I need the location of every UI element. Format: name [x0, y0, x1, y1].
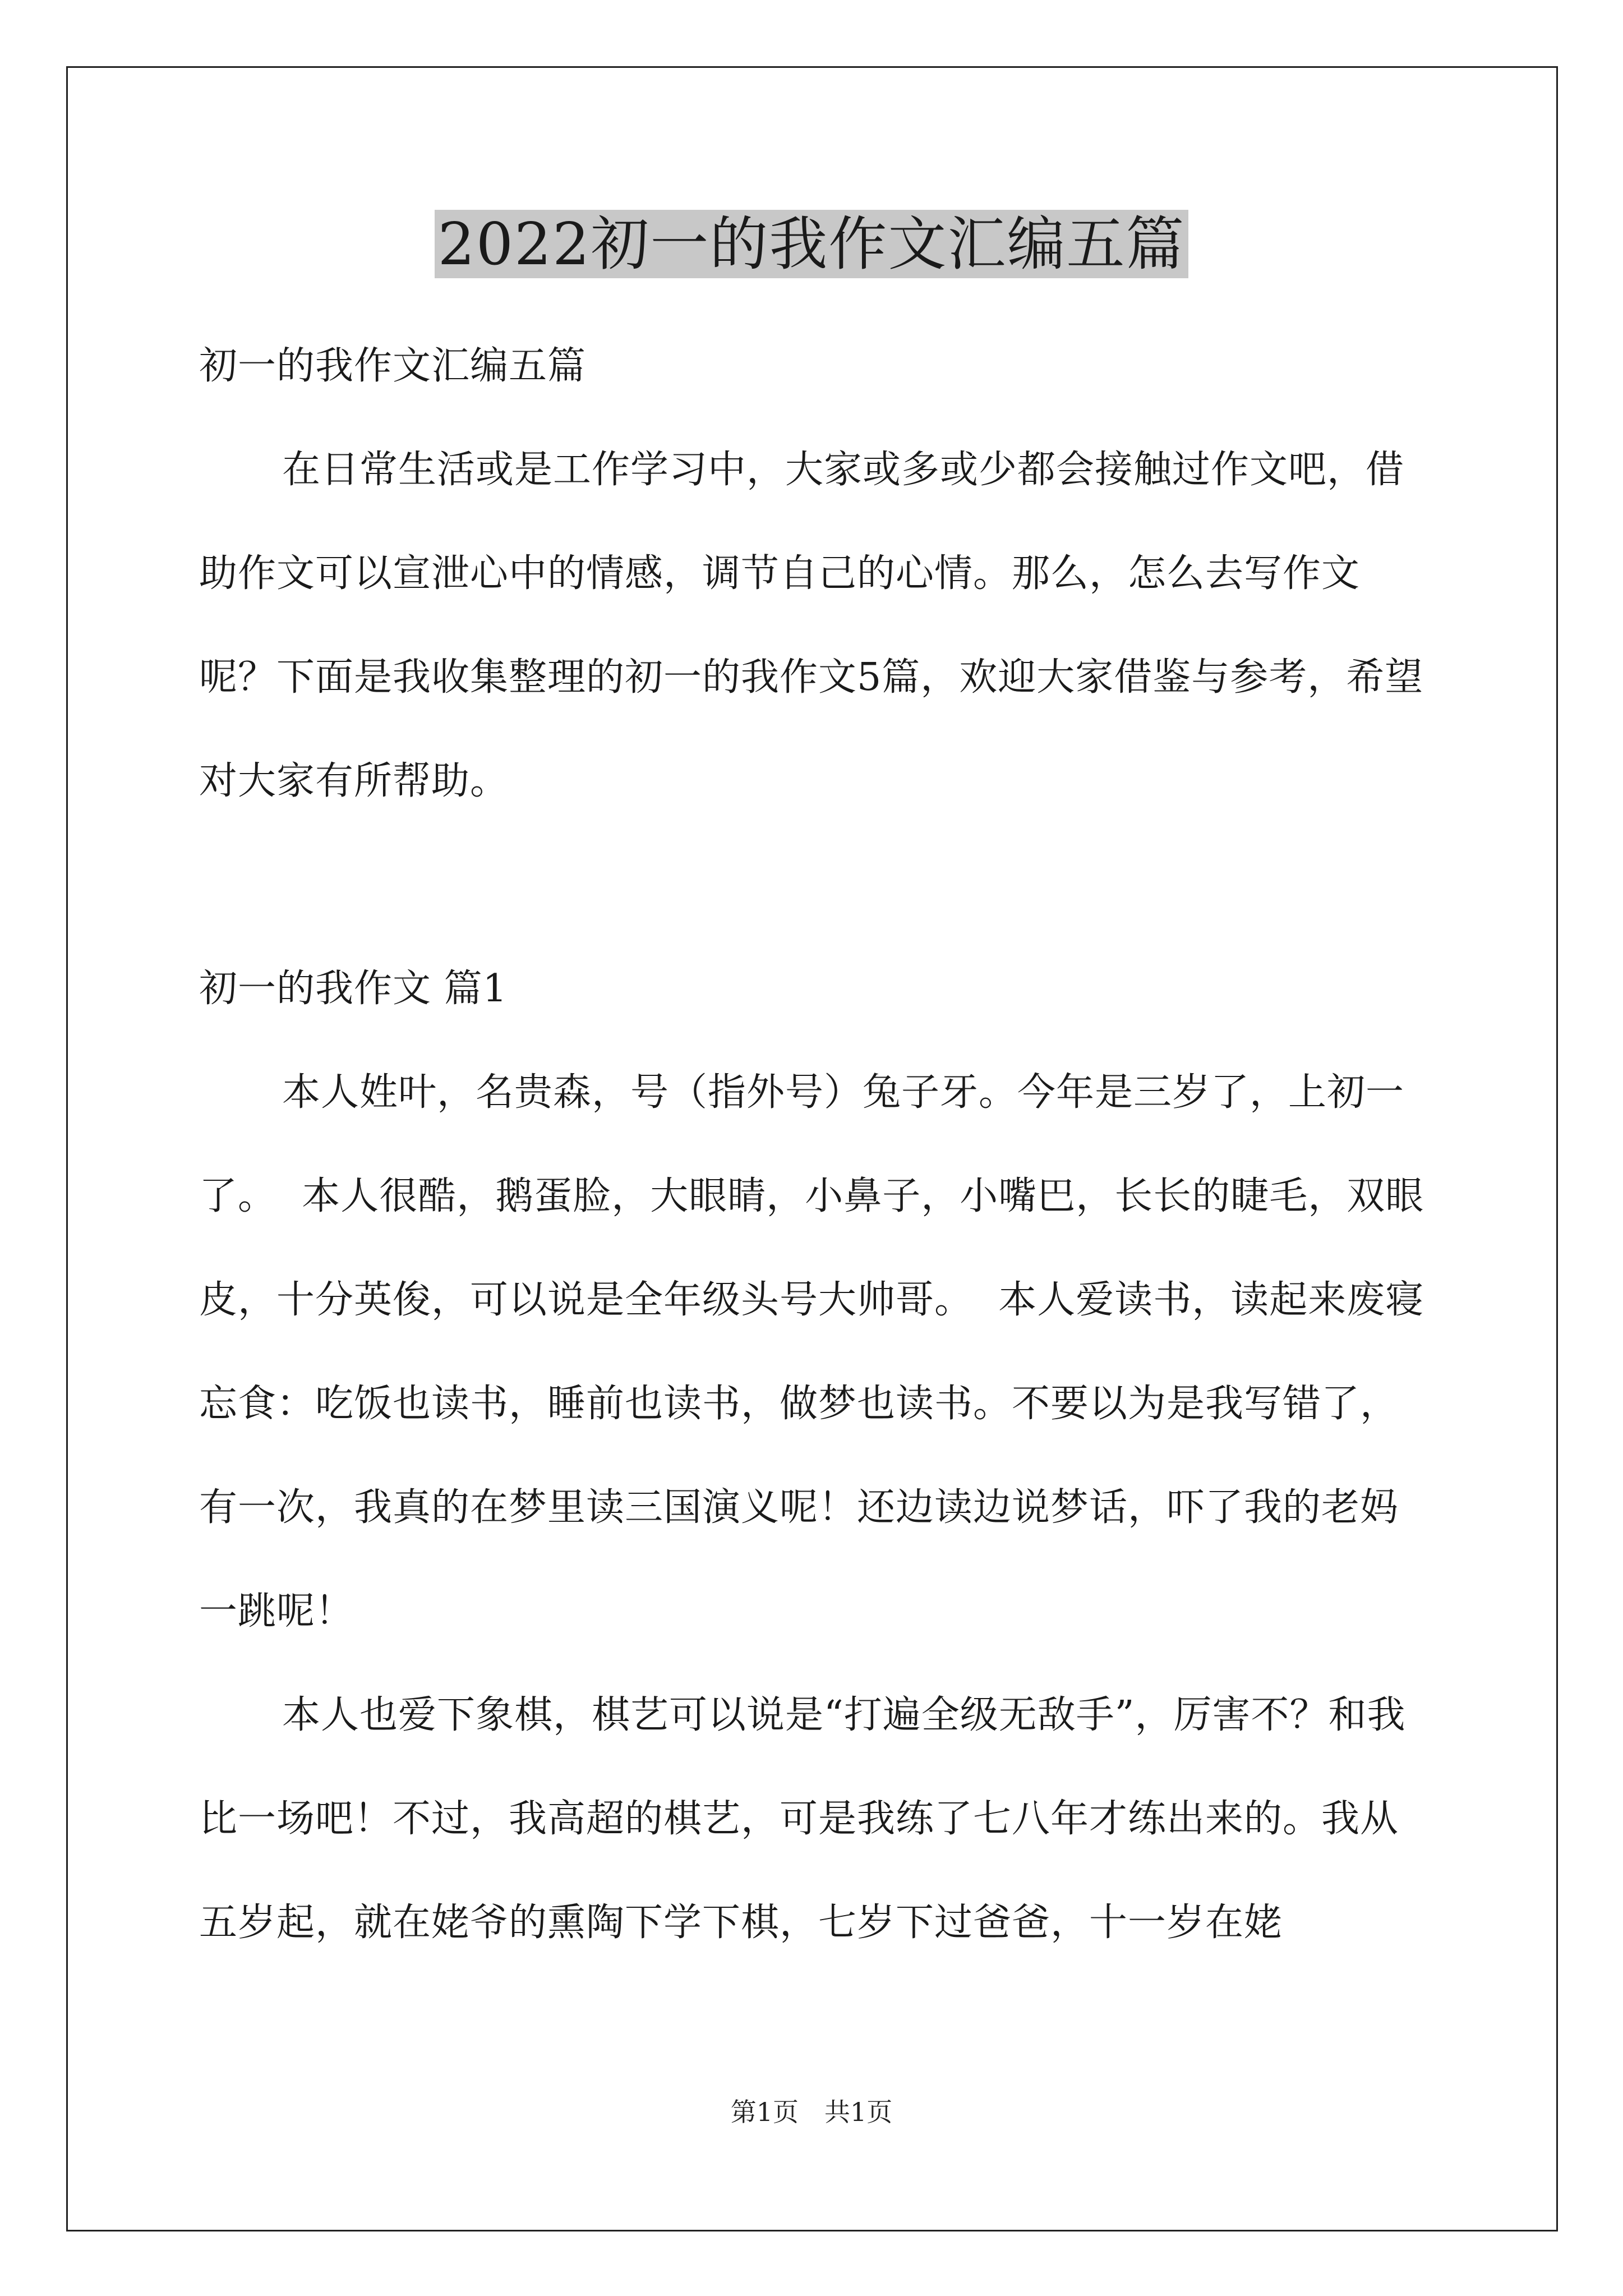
section-heading: 初一的我作文 篇1 [199, 967, 508, 1011]
spacer [199, 833, 1427, 937]
document-subtitle: 初一的我作文汇编五篇 [199, 344, 587, 388]
document-title [0, 205, 1623, 283]
document-body [199, 314, 1427, 1975]
document-title-text: 2022初一的我作文汇编五篇 [435, 210, 1189, 278]
body-paragraph-2: 本人也爱下象棋，棋艺可以说是“打遍全级无敌手”，厉害不？和我比一场吧！不过，我高超的棋艺，可是我练了七八年才练出来的。我从五岁起，就在姥爷的熏陶下学下棋，七岁下过爸爸，十一岁在姥 [199, 1693, 1406, 1945]
body-paragraph-1: 本人姓叶，名贵森，号（指外号）兔子牙。今年是三岁了，上初一了。 本人很酷，鹅蛋脸，大眼睛，小鼻子，小嘴巴，长长的睫毛，双眼皮，十分英俊，可以说是全年级头号大帅哥。 本人爱读书，读起来废寝忘食：吃饭也读书，睡前也读书，做梦也读书。不要以为是我写错了，有一次，我真的在梦里读三国演义呢！还边读边说梦话，吓了我的老妈一跳呢！ [199, 1070, 1424, 1634]
intro-paragraph: 在日常生活或是工作学习中，大家或多或少都会接触过作文吧，借助作文可以宣泄心中的情感，调节自己的心情。那么，怎么去写作文呢？下面是我收集整理的初一的我作文5篇，欢迎大家借鉴与参考，希望对大家有所帮助。 [199, 448, 1424, 803]
page-footer: 第1页 共1页 [730, 2097, 893, 2127]
